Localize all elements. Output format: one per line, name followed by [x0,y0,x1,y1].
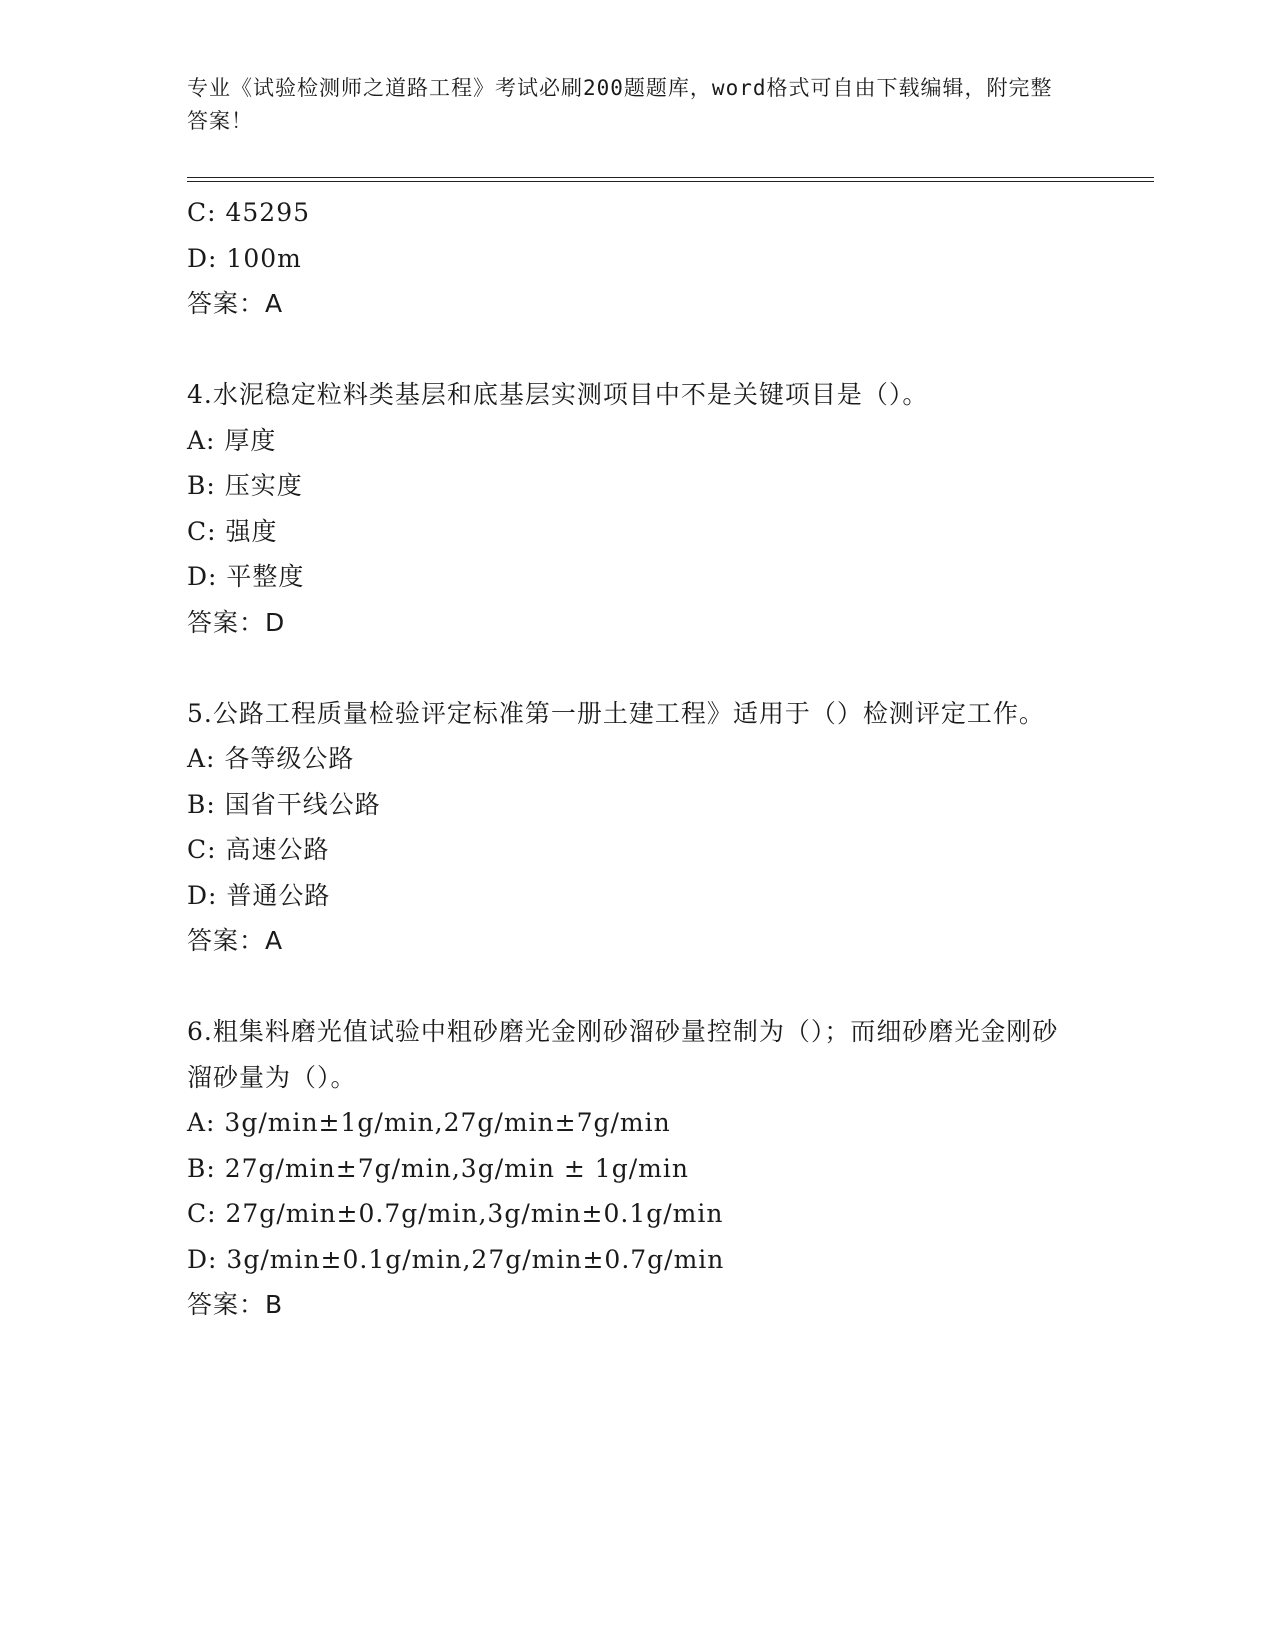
header-rule-top [187,177,1154,178]
question-stem: 4.水泥稳定粒料类基层和底基层实测项目中不是关键项目是（）。 [187,380,929,409]
option-b: B: 27g/min±7g/min,3g/min ± 1g/min [187,1153,689,1183]
answer: 答案：B [187,1290,284,1319]
option-d: D: 3g/min±0.1g/min,27g/min±0.7g/min [187,1244,725,1274]
question-stem: 6.粗集料磨光值试验中粗砂磨光金刚砂溜砂量控制为（）；而细砂磨光金刚砂溜砂量为（）。 [187,1017,1059,1092]
option-d: D: 100m [187,243,302,273]
option-a: A: 3g/min±1g/min,27g/min±7g/min [187,1108,671,1137]
question-6 [187,1009,1067,1328]
question-content [187,190,1067,1328]
answer: 答案：D [187,607,286,637]
spacer [187,645,1067,691]
question-4 [187,372,1067,645]
option-d: D: 普通公路 [187,880,331,910]
header-rule-bottom [187,181,1154,182]
question-5 [187,691,1067,964]
option-c: C: 45295 [187,198,311,227]
page-header: 专业《试验检测师之道路工程》考试必刷200题题库，word格式可自由下载编辑，附完整答案！ [187,76,1053,133]
option-a: A: 各等级公路 [187,744,355,773]
option-a: A: 厚度 [187,425,277,455]
question-stem: 5.公路工程质量检验评定标准第一册土建工程》适用于（）检测评定工作。 [187,698,1045,728]
option-b: B: 压实度 [187,471,303,500]
spacer [187,327,1067,373]
option-c: C: 强度 [187,516,278,546]
option-b: B: 国省干线公路 [187,789,381,819]
answer: 答案：A [187,289,284,318]
spacer [187,964,1067,1010]
option-c: C: 高速公路 [187,835,330,864]
option-d: D: 平整度 [187,562,305,591]
answer: 答案：A [187,926,284,955]
option-c: C: 27g/min±0.7g/min,3g/min±0.1g/min [187,1199,724,1228]
question-3-continued [187,190,1067,327]
